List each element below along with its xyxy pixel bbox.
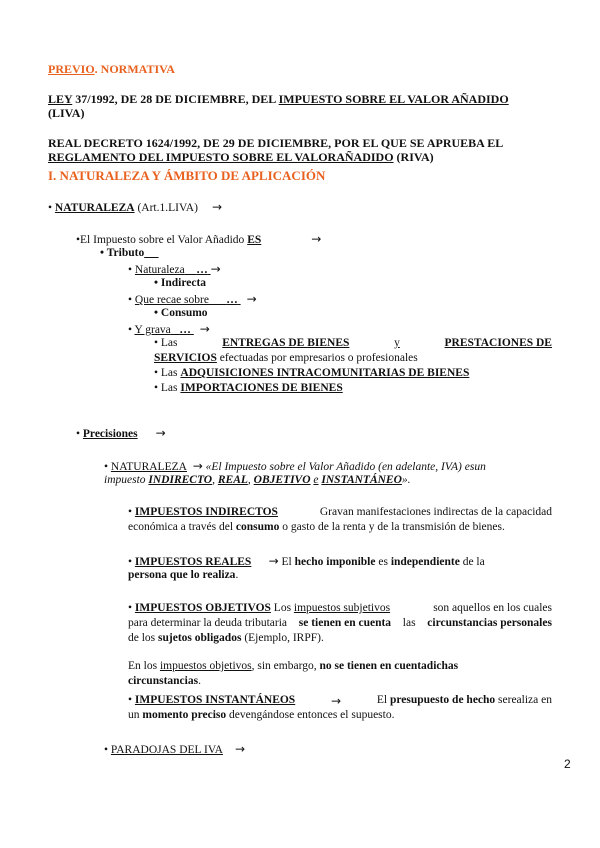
nat2-line2: impuesto INDIRECTO, REAL, OBJETIVO e INSTANTÁNEO». [104,474,411,486]
precisiones-line: • Precisiones → [76,426,166,440]
arrow-icon: → [246,292,257,306]
law1-abbr: (LIVA) [48,106,85,120]
item-importaciones: • Las IMPORTACIONES DE BIENES [154,382,343,394]
reales-line2: persona que lo realiza. [128,569,239,581]
arrow-icon: → [268,554,279,568]
law1-ley: LEY [48,92,73,106]
y-label: y [394,337,400,349]
es-line [76,232,321,246]
arrow-icon: → [210,262,221,276]
es-label: ES [247,234,262,246]
tributo-label: Tributo [106,247,145,259]
prestaciones-label: PRESTACIONES DE [444,337,552,349]
ind-line2: económica a través del consumo o gasto de la renta y de la transmisión de bienes. [128,521,505,533]
law1-middle: 37/1992, DE 28 DE DICIEMBRE, DEL [72,92,279,106]
obj-p2-line1: En los impuestos objetivos, sin embargo, no se tienen en cuentadichas [128,660,459,672]
law-2 [48,150,434,165]
sub-recae: • Que recae sobre … → [128,292,257,306]
arrow-icon: → [155,426,166,440]
law2-line1: REAL DECRETO 1624/1992, DE 29 DE DICIEMBRE, POR EL QUE SE APRUEBA EL [48,136,504,150]
sub-grava-label: Y grava [134,324,171,336]
ind-line1: • IMPUESTOS INDIRECTOS Gravan manifestaciones indirectas de la capacidad [128,506,552,518]
es-text: •El Impuesto sobre el Valor Añadido [76,234,248,246]
importaciones-label: IMPORTACIONES DE BIENES [180,382,343,394]
arrow-icon: → [311,232,322,246]
naturaleza-ref: (Art.1.LIVA) [134,202,198,214]
previo-rest: . NORMATIVA [94,62,175,76]
sub-naturaleza-value: • Indirecta [154,277,207,289]
reales-line1: • IMPUESTOS REALES → El hecho imponible es independiente de la [128,554,485,568]
obj-line3: de los sujetos obligados (Ejemplo, IRPF). [128,632,324,644]
reales-label: IMPUESTOS REALES [134,556,252,568]
item-servicios: SERVICIOS efectuadas por empresarios o profesionales [154,352,418,364]
adquisiciones-label: ADQUISICIONES INTRACOMUNITARIAS DE BIENES [180,367,470,379]
arrow-icon: → [211,200,222,214]
servicios-label: SERVICIOS [154,352,217,364]
page-number: 2 [564,757,571,771]
arrow-icon: → [234,742,246,756]
paradojas-label: PARADOJAS DEL IVA [110,744,223,756]
law2-abbr: (RIVA) [393,150,434,164]
inst-label: IMPUESTOS INSTANTÁNEOS [134,694,296,706]
inst-line1: • IMPUESTOS INSTANTÁNEOS → El presupuesto de hecho serealiza en [128,694,552,708]
sub-recae-label: Que recae sobre [134,294,209,306]
header-previo [48,62,175,77]
arrow-icon: → [192,459,203,473]
tributo-line: • Tributo [100,247,145,259]
inst-line2: un momento preciso devengándose entonces el supuesto. [128,709,395,721]
paradojas-line: • PARADOJAS DEL IVA → [104,742,246,756]
arrow-icon: → [199,322,210,336]
precisiones-label: Precisiones [82,428,138,440]
naturaleza-label: NATURALEZA [54,202,135,214]
arrow-icon: → [331,694,342,708]
law1-title: IMPUESTO SOBRE EL VALOR AÑADIDO [278,92,509,106]
obj-p2-line2: circunstancias. [128,675,201,687]
entregas-label: ENTREGAS DE BIENES [222,337,350,349]
sub-recae-value: • Consumo [154,307,208,319]
section-title: I. NATURALEZA Y ÁMBITO DE APLICACIÓN [48,168,326,183]
obj-label: IMPUESTOS OBJETIVOS [134,602,271,614]
ind-label: IMPUESTOS INDIRECTOS [134,506,278,518]
sub-naturaleza-label: Naturaleza [134,264,185,276]
item-entregas: • Las ENTREGAS DE BIENES y PRESTACIONES DE [154,337,552,349]
law-1 [48,92,509,107]
obj-line1: • IMPUESTOS OBJETIVOS Los impuestos subjetivos son aquellos en los cuales [128,602,552,614]
bullet: • [48,202,55,214]
obj-line2: para determinar la deuda tributaria se tienen en cuenta las circunstancias personales [128,617,552,629]
sub-naturaleza: • Naturaleza … → [128,262,221,276]
law2-title: REGLAMENTO DEL IMPUESTO SOBRE EL VALORAÑADIDO [48,150,394,164]
naturaleza-line [48,200,222,214]
nat2-label: NATURALEZA [110,461,187,473]
item-adquisiciones: • Las ADQUISICIONES INTRACOMUNITARIAS DE BIENES [154,367,470,379]
previo-label: PREVIO [48,62,95,76]
sub-grava: • Y grava … → [128,322,210,336]
nat2-line1: • NATURALEZA → «El Impuesto sobre el Valor Añadido (en adelante, IVA) esun [104,459,486,473]
